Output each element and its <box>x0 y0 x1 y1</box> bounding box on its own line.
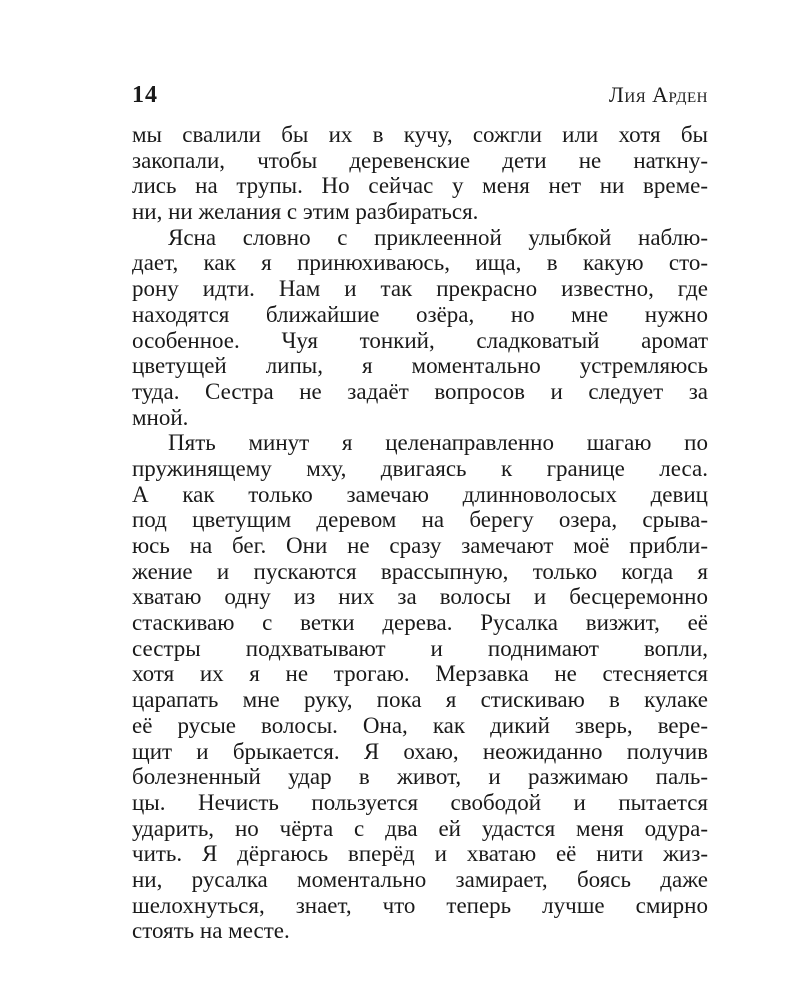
page-number: 14 <box>132 82 158 108</box>
text-line: сестры подхватывают и поднимают вопли, <box>132 635 708 661</box>
text-line: её русые волосы. Она, как дикий зверь, вере- <box>132 712 708 738</box>
text-line: мы свалили бы их в кучу, сожгли или хотя бы <box>132 122 708 147</box>
text-line: особенное. Чуя тонкий, сладковатый аромат <box>132 327 708 353</box>
text-line: цветущей липы, я моментально устремляюсь <box>132 353 708 379</box>
text-line: дает, как я принюхиваюсь, ища, в какую сто- <box>132 250 708 276</box>
text-line: А как только замечаю длинноволосых девиц <box>132 481 708 507</box>
text-line: шелохнуться, знает, что теперь лучше смирно <box>132 892 708 918</box>
text-line: рону идти. Нам и так прекрасно известно, где <box>132 276 708 302</box>
text-line: Ясна словно с приклеенной улыбкой наблю- <box>168 224 708 250</box>
text-line: болезненный удар в живот, и разжимаю паль- <box>132 764 708 790</box>
text-line: ни, ни желания с этим разбираться. <box>132 199 479 225</box>
text-line: хватаю одну из них за волосы и бесцеремонно <box>132 584 708 610</box>
text-line: под цветущим деревом на берегу озера, срыва- <box>132 507 708 533</box>
text-line: чить. Я дёргаюсь вперёд и хватаю её нити жиз- <box>132 841 708 867</box>
text-line: цы. Нечисть пользуется свободой и пытается <box>132 789 708 815</box>
text-line: пружинящему мху, двигаясь к границе леса. <box>132 455 708 481</box>
text-line: туда. Сестра не задаёт вопросов и следует за <box>132 378 708 404</box>
running-head <box>132 82 708 112</box>
text-line: ни, русалка моментально замирает, боясь даже <box>132 866 708 892</box>
text-line: Пять минут я целенаправленно шагаю по <box>168 430 708 456</box>
text-line: лись на трупы. Но сейчас у меня нет ни време- <box>132 173 708 199</box>
text-line: находятся ближайшие озёра, но мне нужно <box>132 301 708 327</box>
text-line: стоять на месте. <box>132 918 290 944</box>
body-text <box>132 122 708 944</box>
text-line: царапать мне руку, пока я стискиваю в кулаке <box>132 687 708 713</box>
text-line: закопали, чтобы деревенские дети не наткну- <box>132 147 708 173</box>
author-name: Лия Арден <box>608 82 708 107</box>
text-line: стаскиваю с ветки дерева. Русалка визжит, её <box>132 610 708 636</box>
text-line: ударить, но чёрта с два ей удастся меня одура- <box>132 815 708 841</box>
text-line: мной. <box>132 404 189 430</box>
text-line: юсь на бег. Они не сразу замечают моё прибли- <box>132 533 708 558</box>
text-line: хотя их я не трогаю. Мерзавка не стесняется <box>132 661 708 687</box>
text-line: жение и пускаются врассыпную, только когда я <box>132 558 708 584</box>
text-line: щит и брыкается. Я охаю, неожиданно получив <box>132 738 708 764</box>
